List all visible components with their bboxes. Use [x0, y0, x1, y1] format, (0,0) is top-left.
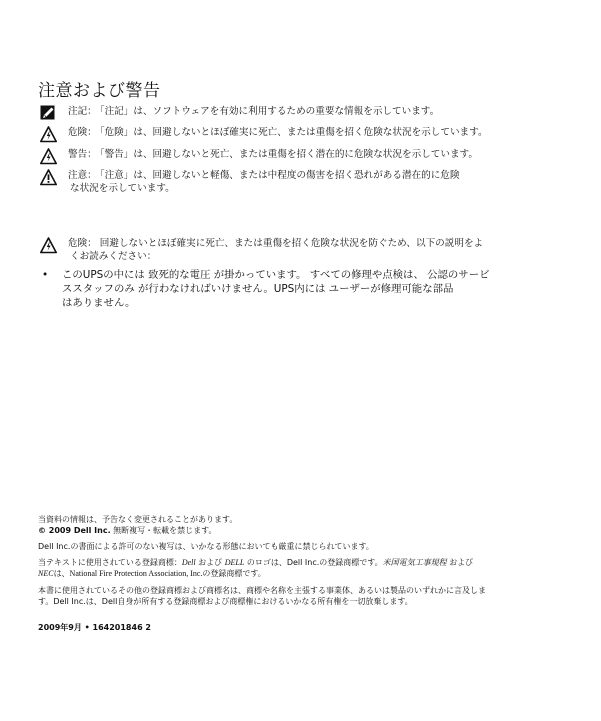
footer-reproduction-notice: Dell Inc.の書面による許可のない複写は、いかなる形態においても厳重に禁じられています。 — [38, 542, 374, 551]
footer-disclaimer-line-2: す。Dell Inc.は、Dell自身が所有する登録商標および商標権におけるいかなる所有権を一切放棄します。 — [38, 597, 413, 606]
bullet-text — [62, 268, 532, 310]
footer-trademark-line-2 — [38, 568, 473, 579]
trademark-dell-logo: DELL — [224, 558, 245, 567]
note-pencil-icon — [40, 105, 57, 122]
note-label: 注記： — [68, 106, 97, 117]
publication-date: 2009年9月 — [38, 623, 82, 632]
danger-shock-icon — [40, 126, 57, 143]
footer-disclaimer-line-1: 本書に使用されているその他の登録商標および商標名は、商標や名称を主張する事業体、あるいは製品のいずれかに言及しま — [38, 586, 486, 595]
footer-change-notice: 当資料の情報は、予告なく変更されることがあります。 — [38, 515, 238, 524]
danger-instruction-label: 危険： — [68, 238, 97, 249]
copyright-text: © 2009 Dell Inc. — [38, 526, 111, 535]
trademark-nec-standard: 米国電気工事規程 — [382, 558, 447, 567]
caution-label: 注意： — [68, 170, 97, 181]
trademark-dell: Dell — [181, 558, 196, 567]
trademark-nfpa: は、National Fire Protection Association, Inc.の登録商標です。 — [53, 569, 266, 578]
bullet-line-2: ススタッフのみ が行わなければいけません。UPS内には ユーザーが修理可能な部品 — [62, 283, 454, 295]
danger-instruction-cont: くお読みください： — [70, 250, 157, 262]
footer-doc-info — [38, 622, 151, 633]
footer-trademark-line-1 — [38, 557, 473, 568]
danger-shock-icon — [40, 237, 57, 254]
bullet-line-3: はありません。 — [62, 297, 136, 309]
caution-exclamation-icon — [40, 169, 57, 186]
danger-instruction-text: 回避しないとほぼ確実に死亡、または重傷を招く危険な状況を防ぐため、以下の説明をよ — [99, 238, 484, 249]
bullet-dot: • — [42, 269, 49, 281]
footer-reproduction-block — [38, 541, 374, 552]
footer-disclaimer-block — [38, 585, 486, 607]
caution-text: 「注意」は、回避しないと軽傷、または中程度の傷害を招く恐れがある潜在的に危険 — [99, 170, 460, 181]
trademark-and-2: および — [446, 558, 474, 567]
warning-shock-icon — [40, 148, 57, 165]
footer-notice-block — [38, 514, 237, 536]
document-number: 164201846 2 — [92, 623, 151, 632]
danger-text: 「危険」は、回避しないとほぼ確実に死亡、または重傷を招く危険な状況を示しています。 — [99, 127, 488, 138]
warning-label: 警告： — [68, 149, 97, 160]
footer-trademark-block — [38, 557, 473, 579]
warning-text: 「警告」は、回避しないと死亡、または重傷を招く潜在的に危険な状況を示しています。 — [99, 149, 478, 160]
danger-label: 危険： — [68, 127, 97, 138]
trademark-and: および — [195, 558, 225, 567]
doc-info-separator: • — [81, 623, 93, 632]
trademark-dell-owner: のロゴは、Dell Inc.の登録商標です。 — [244, 558, 383, 567]
note-text: 「注記」は、ソフトウェアを有効に利用するための重要な情報を示しています。 — [99, 106, 440, 117]
page-title: 注意および警告 — [38, 81, 161, 101]
trademark-nec: NEC — [38, 569, 54, 578]
bullet-line-1: このUPSの中には 致死的な電圧 が掛かっています。 すべての修理や点検は、 公認のサービ — [62, 269, 490, 281]
caution-text-cont: な状況を示しています。 — [70, 182, 175, 194]
footer-copyright-line — [38, 525, 237, 536]
trademark-intro: 当テキストに使用されている登録商標： — [38, 558, 182, 567]
copyright-rest: 無断複写・転載を禁じます。 — [110, 526, 217, 535]
